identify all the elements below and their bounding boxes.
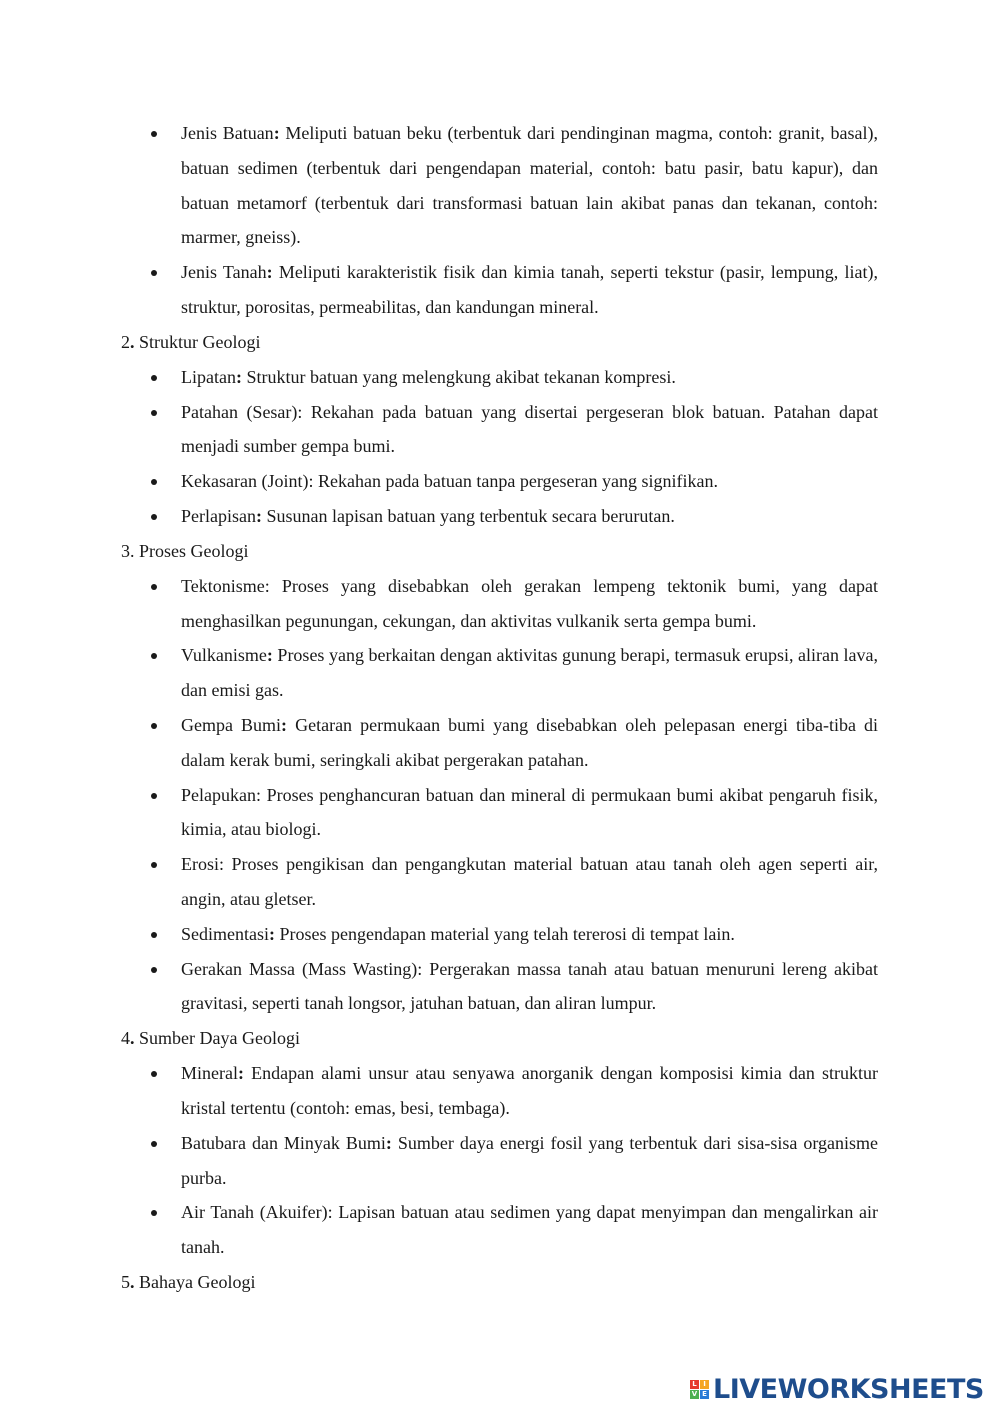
bullet-icon xyxy=(151,967,157,973)
item-colon: : xyxy=(308,471,314,492)
item-term: Sedimentasi xyxy=(181,923,269,944)
item-description: Meliputi karakteristik fisik dan kimia tanah, seperti tekstur (pasir, lempung, liat), struktur, porositas, permeabilitas, dan kandungan mineral. xyxy=(181,262,878,317)
section-number: 5 xyxy=(121,1271,130,1292)
item-colon: : xyxy=(273,123,280,143)
item-colon: : xyxy=(417,958,423,979)
bullet-icon xyxy=(151,653,157,659)
section-number-separator: . xyxy=(130,1028,135,1049)
bullet-list xyxy=(121,116,878,325)
bullet-icon xyxy=(151,479,157,485)
item-description: Lapisan batuan atau sedimen yang dapat menyimpan dan mengalirkan air tanah. xyxy=(181,1202,878,1258)
list-item xyxy=(121,708,878,778)
section-heading xyxy=(121,1021,878,1056)
item-description: Sumber daya energi fosil yang terbentuk dari sisa-sisa organisme purba. xyxy=(181,1132,878,1188)
section-number: 2 xyxy=(121,331,130,352)
item-colon: : xyxy=(327,1202,333,1223)
item-term: Lipatan xyxy=(181,366,236,387)
bullet-icon xyxy=(151,1071,157,1077)
logo-letter-tile: V xyxy=(691,1389,698,1398)
logo-letter-tile: E xyxy=(700,1390,709,1399)
item-description: Endapan alami unsur atau senyawa anorganik dengan komposisi kimia dan struktur kristal tertentu (contoh: emas, besi, tembaga). xyxy=(181,1063,878,1118)
logo-letter-tile: L xyxy=(690,1380,699,1389)
list-item xyxy=(121,847,878,917)
item-description: Meliputi batuan beku (terbentuk dari pendinginan magma, contoh: granit, basal), batuan sedimen (terbentuk dari pengendapan material, contoh: batu pasir, batu kapur), dan batuan metamorf (terbentuk dari transformasi batuan lain akibat panas dan tekanan, contoh: marmer, gneiss). xyxy=(181,123,878,248)
item-colon: : xyxy=(237,1063,244,1084)
bullet-icon xyxy=(151,723,157,729)
section-number-separator: . xyxy=(130,331,135,352)
item-colon: : xyxy=(219,854,225,875)
item-description: Struktur batuan yang melengkung akibat tekanan kompresi. xyxy=(241,366,676,387)
item-term: Vulkanisme xyxy=(181,645,267,666)
list-item xyxy=(121,464,878,499)
item-term: Perlapisan xyxy=(181,505,256,526)
list-item xyxy=(121,917,878,952)
bullet-icon xyxy=(151,410,157,416)
item-colon: : xyxy=(266,262,273,283)
bullet-icon xyxy=(151,375,157,381)
item-description: Rekahan pada batuan yang disertai pergeseran blok batuan. Patahan dapat menjadi sumber gempa bumi. xyxy=(181,401,878,457)
bullet-icon xyxy=(151,131,157,137)
section-title: Proses Geologi xyxy=(134,540,249,561)
item-term: Jenis Tanah xyxy=(181,262,267,283)
list-item xyxy=(121,116,878,255)
section-number: 3 xyxy=(121,540,130,561)
bullet-icon xyxy=(151,793,157,799)
item-colon: : xyxy=(255,784,261,805)
list-item xyxy=(121,1126,878,1196)
bullet-icon xyxy=(151,584,157,590)
list-item xyxy=(121,360,878,395)
section-number-separator: . xyxy=(130,1271,135,1292)
liveworksheets-watermark[interactable] xyxy=(690,1373,984,1405)
bullet-icon xyxy=(151,932,157,938)
section-number: 4 xyxy=(121,1028,130,1049)
liveworksheets-logo-icon xyxy=(690,1380,709,1399)
item-term: Tektonisme xyxy=(181,575,265,596)
item-term: Gempa Bumi xyxy=(181,714,282,735)
bullet-icon xyxy=(151,862,157,868)
list-item xyxy=(121,638,878,708)
section-title: Bahaya Geologi xyxy=(134,1271,256,1292)
list-item xyxy=(121,1056,878,1126)
item-description: Proses yang disebabkan oleh gerakan lempeng tektonik bumi, yang dapat menghasilkan pegunungan, cekungan, dan aktivitas vulkanik serta gempa bumi. xyxy=(181,575,878,631)
item-term: Erosi xyxy=(181,854,219,875)
item-colon: : xyxy=(266,645,273,666)
item-description: Proses pengikisan dan pengangkutan material batuan atau tanah oleh agen seperti air, angin, atau gletser. xyxy=(181,854,878,909)
item-colon: : xyxy=(255,505,262,526)
list-item xyxy=(121,569,878,639)
logo-letter-tile: I xyxy=(700,1380,709,1389)
item-colon: : xyxy=(281,714,288,735)
bullet-icon xyxy=(151,270,157,276)
list-item xyxy=(121,952,878,1022)
section-heading xyxy=(121,534,878,569)
item-description: Pergerakan massa tanah atau batuan menuruni lereng akibat gravitasi, seperti tanah longsor, jatuhan batuan, dan aliran lumpur. xyxy=(181,958,879,1014)
item-colon: : xyxy=(264,575,270,596)
list-item xyxy=(121,1195,878,1265)
bullet-list xyxy=(121,1056,878,1265)
section-heading xyxy=(121,1265,878,1300)
bullet-icon xyxy=(151,514,157,520)
section-title: Sumber Daya Geologi xyxy=(134,1028,300,1049)
section-number-separator: . xyxy=(130,540,135,561)
item-term: Kekasaran (Joint) xyxy=(181,471,309,492)
bullet-list xyxy=(121,569,878,1021)
list-item xyxy=(121,778,878,848)
section-title: Struktur Geologi xyxy=(134,331,261,352)
item-description: Proses yang berkaitan dengan aktivitas gunung berapi, termasuk erupsi, aliran lava, dan emisi gas. xyxy=(181,645,878,701)
watermark-text: LIVEWORKSHEETS xyxy=(713,1373,984,1405)
bullet-icon xyxy=(151,1141,157,1147)
list-item xyxy=(121,499,878,534)
item-colon: : xyxy=(269,923,275,944)
item-description: Getaran permukaan bumi yang disebabkan oleh pelepasan energi tiba-tiba di dalam kerak bumi, seringkali akibat pergerakan patahan. xyxy=(181,714,878,770)
item-term: Patahan (Sesar) xyxy=(181,401,298,422)
item-description: Rekahan pada batuan tanpa pergeseran yang signifikan. xyxy=(313,471,718,492)
item-description: Susunan lapisan batuan yang terbentuk secara berurutan. xyxy=(261,505,675,526)
bullet-icon xyxy=(151,1210,157,1216)
item-description: Proses penghancuran batuan dan mineral di permukaan bumi akibat pengaruh fisik, kimia, atau biologi. xyxy=(181,784,878,840)
item-term: Jenis Batuan xyxy=(181,123,274,143)
item-term: Mineral xyxy=(181,1063,238,1084)
item-description: Proses pengendapan material yang telah tererosi di tempat lain. xyxy=(275,923,735,944)
list-item xyxy=(121,255,878,325)
bullet-list xyxy=(121,360,878,534)
list-item xyxy=(121,395,878,465)
item-term: Batubara dan Minyak Bumi xyxy=(181,1132,386,1153)
item-term: Gerakan Massa (Mass Wasting) xyxy=(181,958,418,979)
item-colon: : xyxy=(297,401,303,422)
item-term: Air Tanah (Akuifer) xyxy=(181,1202,328,1223)
item-term: Pelapukan xyxy=(181,784,256,805)
item-colon: : xyxy=(385,1132,392,1153)
section-heading xyxy=(121,325,878,360)
item-colon: : xyxy=(235,366,242,387)
document-content xyxy=(121,116,878,1300)
